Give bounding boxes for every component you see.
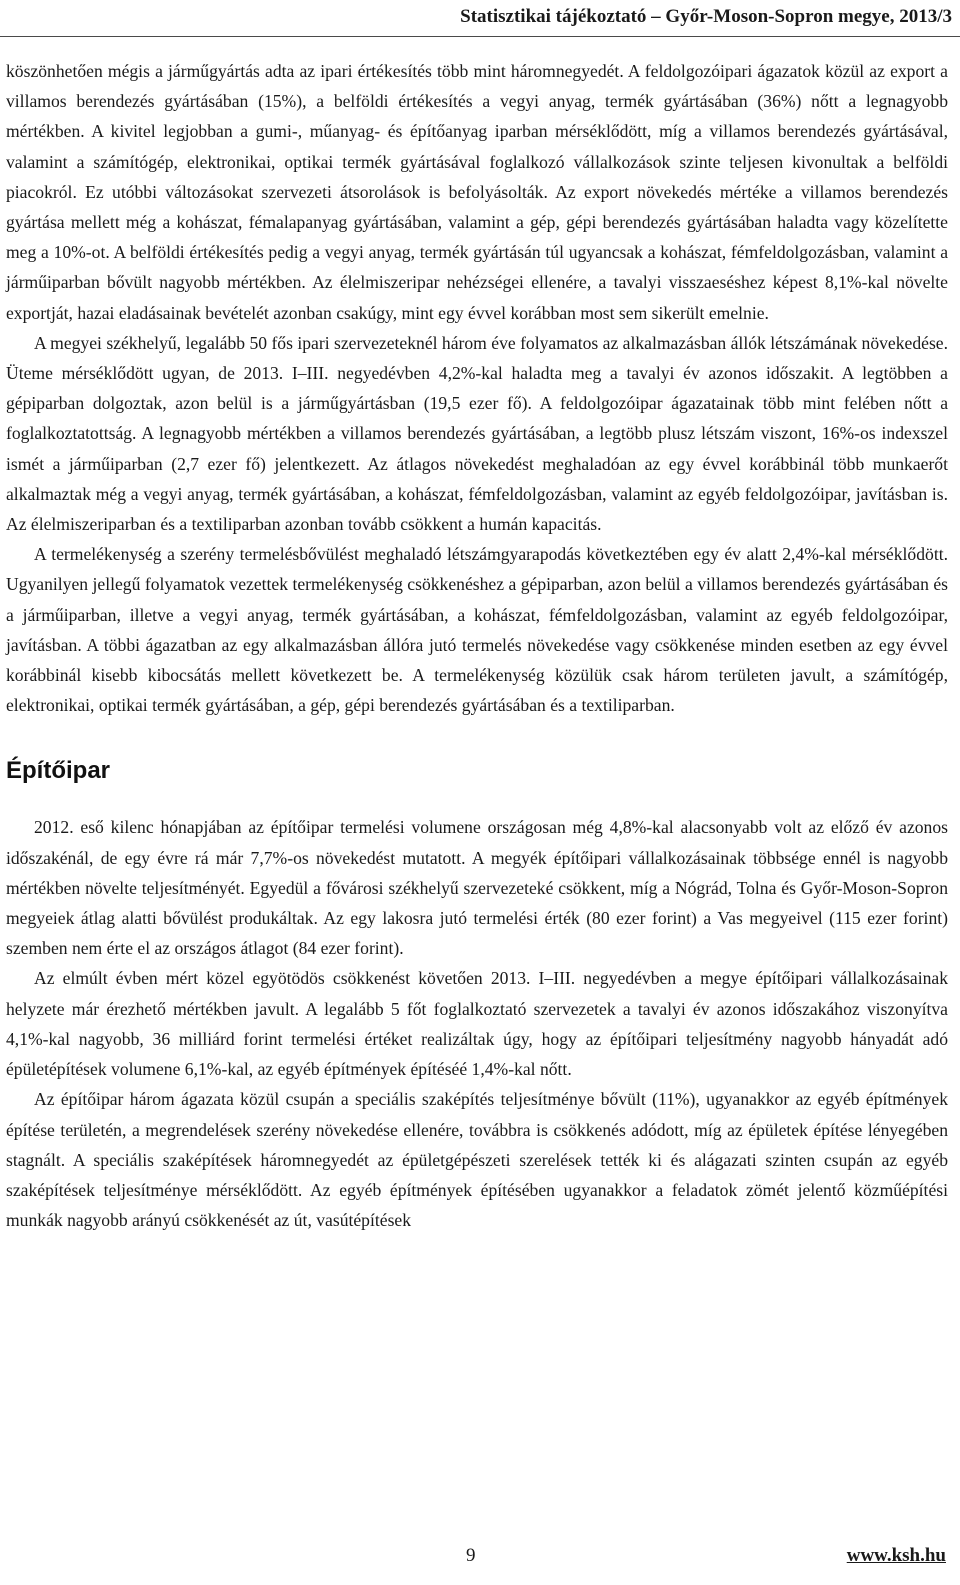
document-body xyxy=(6,56,948,1235)
page-header xyxy=(0,0,960,37)
ksh-website-link[interactable]: www.ksh.hu xyxy=(846,1545,946,1566)
section-heading-construction: Építőipar xyxy=(6,757,111,785)
paragraph-construction-national: 2012. eső kilenc hónapjában az építőipar termelési volumene országosan még 4,8%-kal alacsonyabb volt az előző év azonos időszakénál, de egy évre rá már 7,7%-os növekedést mutatott. A megyék építőipari vállalkozásainak többsége ennél is nagyobb mértékben növelte teljesítményét. Egyedül a fővárosi székhelyű szervezeteké csökkent, míg a Nógrád, Tolna és Győr-Moson-Sopron megyeiek átlag alatti bővülést produkáltak. Az egy lakosra jutó termelési érték (80 ezer forint) a Vas megyeivel (115 ezer forint) szemben nem érte el az országos átlagot (84 ezer forint). xyxy=(6,817,948,959)
paragraph-construction-branches: Az építőipar három ágazata közül csupán a speciális szaképítés teljesítménye bővült (11%), ugyanakkor az egyéb építmények építése területén, a megrendelések szerény növekedése ellenére, továbbra is csökkenés adódott, míg az épületek építése lényegében stagnált. A speciális szaképítések háromnegyedét az épületgépészeti szerelések tették ki és alágazati szinten csupán az egyéb szaképítések teljesítménye mérséklődött. Az egyéb építmények építésében ugyanakkor a feladatok zömét jelentő közműépítési munkák nagyobb arányú csökkenését az út, vasútépítések xyxy=(6,1089,948,1231)
page-footer xyxy=(0,1545,960,1575)
paragraph-industry-sales: köszönhetően mégis a járműgyártás adta az ipari értékesítés több mint háromnegyedét. A feldolgozóipari ágazatok közül az export a villamos berendezés gyártásában (15%), a belföldi értékesítés a vegyi anyag, termék gyártásában (36%) nőtt a legnagyobb mértékben. A kivitel legjobban a gumi-, műanyag- és építőanyag iparban mérséklődött, míg a villamos berendezés gyártásával, valamint a számítógép, elektronikai, optikai termék gyártásával foglalkozó vállalkozások szinte teljesen kivonultak a belföldi piacokról. Ez utóbbi változásokat szervezeti átsorolások is befolyásolták. Az export növekedés mértéke a villamos berendezés gyártása mellett még a kohászat, fémalapanyag gyártásában, valamint a gép, gépi berendezés gyártásában haladta vagy közelítette meg a 10%-ot. A belföldi értékesítés pedig a vegyi anyag, termék gyártásán túl ugyancsak a kohászat, fémfeldolgozásban, valamint a járműiparban bővült nagyobb mértékben. Az élelmiszeripar nehézségei ellenére, a tavalyi visszaeséshez képest 8,1%-kal növelte exportját, hazai eladásainak bevételét azonban csakúgy, mint egy évvel korábban most sem sikerült emelnie. xyxy=(6,61,948,323)
publication-title: Statisztikai tájékoztató – Győr-Moson-Sopron megye, 2013/3 xyxy=(460,6,952,27)
paragraph-construction-county: Az elmúlt évben mért közel egyötödös csökkenést követően 2013. I–III. negyedévben a megye építőipari vállalkozásainak helyzete már érezhető mértékben javult. A legalább 5 főt foglalkoztató szervezetek a tavalyi év azonos időszakához viszonyítva 4,1%-kal nagyobb, 36 milliárd forint termelési értéket realizáltak úgy, hogy az építőipari teljesítmény nagyobb hányadát adó épületépítések volumene 6,1%-kal, az egyéb építmények építéséé 1,4%-kal nőtt. xyxy=(6,968,948,1080)
paragraph-industry-productivity: A termelékenység a szerény termelésbővülést meghaladó létszámgyarapodás következtében egy év alatt 2,4%-kal mérséklődött. Ugyanilyen jellegű folyamatok vezettek termelékenység csökkenéshez a gépiparban, azon belül a villamos berendezés gyártásában és a járműiparban, illetve a vegyi anyag, termék gyártásában, a kohászat, fémfeldolgozásban, valamint az egyéb feldolgozóipar, javításban. A többi ágazatban az egy alkalmazásban állóra jutó termelés növekedése vagy csökkenése minden esetben az egy évvel korábbinál kisebb kibocsátás mellett következett be. A termelékenység közülük csak három területen javult, a számítógép, elektronikai, optikai termék gyártásában, a gép, gépi berendezés gyártásában és a textiliparban. xyxy=(6,544,948,716)
page-number: 9 xyxy=(466,1545,476,1566)
paragraph-industry-employment: A megyei székhelyű, legalább 50 fős ipari szervezeteknél három éve folyamatos az alkalmazásban állók létszámának növekedése. Üteme mérséklődött ugyan, de 2013. I–III. negyedévben 4,2%-kal haladta meg a tavalyi év azonos időszakit. A legtöbben a gépiparban dolgoztak, azon belül is a járműgyártásban (19,5 ezer fő). A feldolgozóipar ágazatainak több mint felében nőtt a foglalkoztatottság. A legnagyobb mértékben a villamos berendezés gyártásában, a legtöbb plusz létszám viszont, 16%-os indexszel ismét a járműiparban (2,7 ezer fő) jelentkezett. Az átlagos növekedést meghaladóan az egy évvel korábbinál több munkaerőt alkalmaztak még a vegyi anyag, termék gyártásában, a kohászat, fémfeldolgozásban, valamint az egyéb feldolgozóipar, javításban is. Az élelmiszeriparban és a textiliparban azonban tovább csökkent a humán kapacitás. xyxy=(6,332,949,535)
